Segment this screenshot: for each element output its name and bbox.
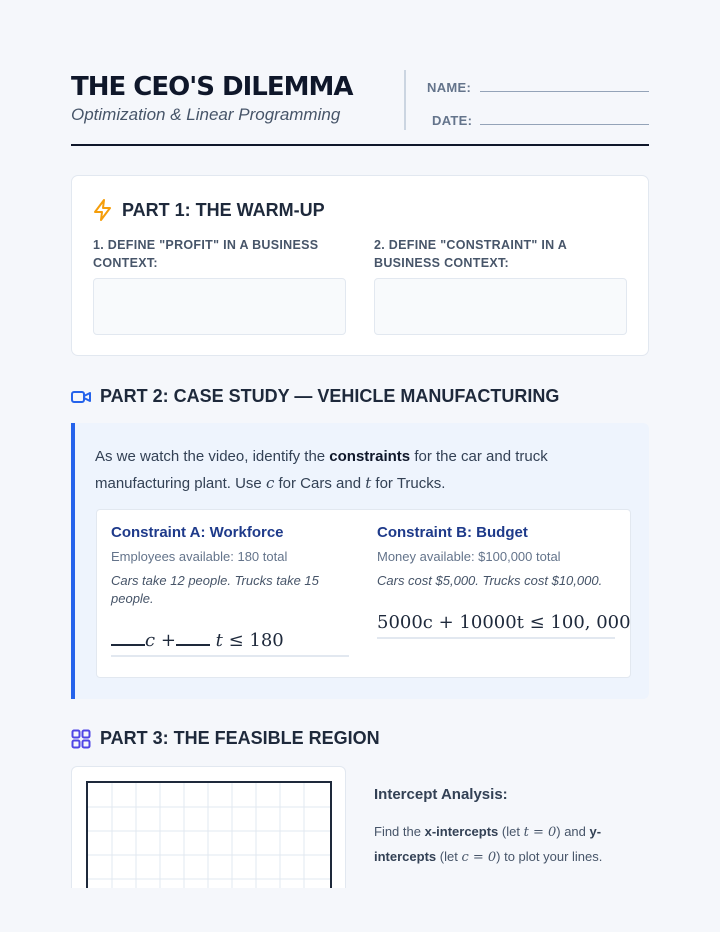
question-1-label: 1. DEFINE "PROFIT" IN A BUSINESS CONTEXT: — [93, 238, 319, 270]
constraints-box — [96, 509, 631, 678]
intercept-analysis-title: Intercept Analysis: — [374, 786, 508, 803]
question-1-answer-box[interactable] — [93, 278, 346, 335]
header-divider — [404, 70, 406, 130]
case-study-panel — [71, 423, 649, 699]
lightning-icon — [93, 199, 113, 221]
constraint-a-note: Cars take 12 people. Trucks take 15 people. — [111, 573, 319, 606]
constraint-b — [377, 524, 617, 590]
part3-title: PART 3: THE FEASIBLE REGION — [100, 728, 380, 748]
part2-title: PART 2: CASE STUDY — VEHICLE MANUFACTURING — [100, 386, 560, 406]
constraint-b-inequality: 5000c + 10000t ≤ 100, 000 — [377, 612, 615, 639]
part1-title: PART 1: THE WARM-UP — [122, 199, 325, 220]
constraint-a — [111, 524, 351, 608]
part3-heading — [71, 728, 380, 749]
part2-heading — [71, 386, 559, 407]
page-bottom-edge — [0, 888, 720, 932]
constraint-a-inequality[interactable]: c + t ≤ 180 — [111, 630, 349, 657]
question-2-label: 2. DEFINE "CONSTRAINT" IN A BUSINESS CONTEXT: — [374, 238, 567, 270]
part1-heading — [93, 199, 325, 221]
constraint-a-title: Constraint A: Workforce — [111, 524, 284, 541]
part1-card — [71, 175, 649, 356]
worksheet-header — [71, 70, 649, 146]
constraint-b-title: Constraint B: Budget — [377, 524, 528, 541]
date-label: DATE: — [432, 113, 473, 128]
question-2-answer-box[interactable] — [374, 278, 627, 335]
blank-c-coefficient[interactable] — [111, 644, 145, 646]
constraint-b-note: Cars cost $5,000. Trucks cost $10,000. — [377, 573, 603, 588]
name-line[interactable] — [480, 91, 649, 92]
case-intro: As we watch the video, identify the constraints for the car and truck manufacturing plant. Use c for Cars and t for Trucks. — [95, 448, 548, 492]
video-icon — [71, 389, 91, 405]
name-label: NAME: — [427, 80, 472, 95]
page-title: THE CEO'S DILEMMA — [71, 72, 353, 102]
page-subtitle: Optimization & Linear Programming — [71, 105, 341, 124]
blank-t-coefficient[interactable] — [176, 644, 210, 646]
constraint-b-available: Money available: $100,000 total — [377, 549, 561, 564]
constraint-a-available: Employees available: 180 total — [111, 549, 288, 564]
intercept-analysis-text: Find the x-intercepts (let t = 0) and y-intercepts (let c = 0) to plot your lines. — [374, 824, 603, 865]
date-line[interactable] — [480, 124, 649, 125]
grid-icon — [71, 729, 91, 749]
